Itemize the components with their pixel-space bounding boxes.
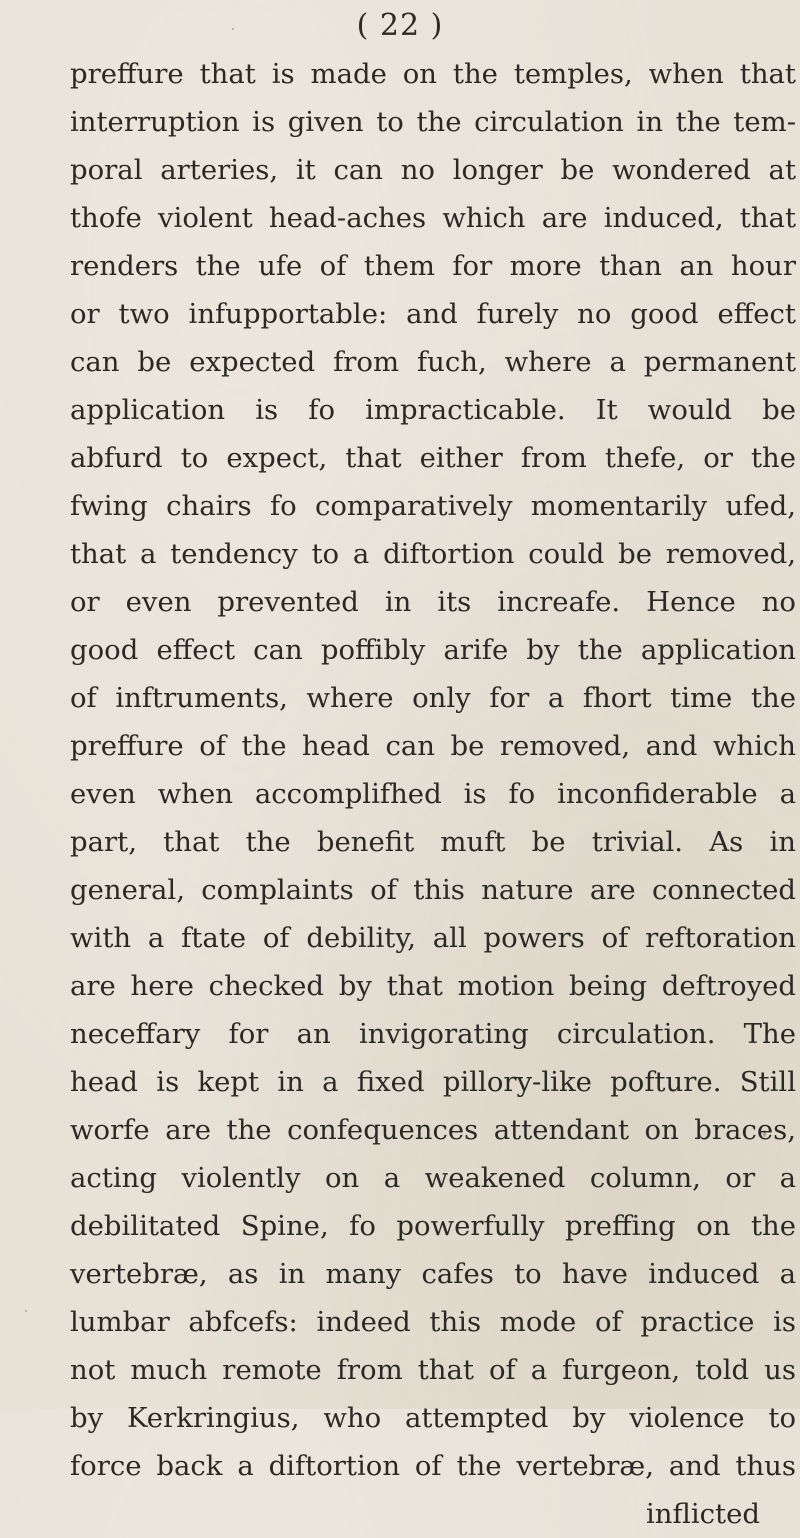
paper-speck (232, 28, 234, 30)
text-line: head is kept in a fixed pillory-like pofture. Still (70, 1066, 796, 1098)
text-line: fwing chairs fo comparatively momentarily ufed, (70, 490, 796, 522)
text-line: lumbar abfcefs: indeed this mode of practice is (70, 1306, 796, 1338)
text-line: acting violently on a weakened column, or a (70, 1162, 796, 1194)
text-line: not much remote from that of a furgeon, told us (70, 1354, 796, 1386)
text-line: are here checked by that motion being deftroyed (70, 970, 796, 1002)
text-line: force back a diftortion of the vertebræ, and thus (70, 1450, 796, 1482)
text-line: part, that the benefit muft be trivial. As in (70, 826, 796, 858)
catchword: inflicted (646, 1498, 760, 1530)
text-line: debilitated Spine, fo powerfully preffing on the (70, 1210, 796, 1242)
text-line: with a ftate of debility, all powers of reftoration (70, 922, 796, 954)
text-line: that a tendency to a diftortion could be removed, (70, 538, 796, 570)
text-line: worfe are the confequences attendant on braces, (70, 1114, 796, 1146)
text-line: good effect can poffibly arife by the application (70, 634, 796, 666)
text-line: interruption is given to the circulation in the tem- (70, 106, 796, 138)
text-line: or even prevented in its increafe. Hence no (70, 586, 796, 618)
text-line: even when accomplifhed is fo inconfiderable a (70, 778, 796, 810)
text-line: by Kerkringius, who attempted by violence to (70, 1402, 796, 1434)
paper-speck (25, 1310, 27, 1312)
text-line: renders the ufe of them for more than an hour (70, 250, 796, 282)
text-line: poral arteries, it can no longer be wondered at (70, 154, 796, 186)
text-line: or two infupportable: and furely no good effect (70, 298, 796, 330)
text-line: general, complaints of this nature are connected (70, 874, 796, 906)
text-line: preffure of the head can be removed, and which (70, 730, 796, 762)
text-line: thofe violent head-aches which are induced, that (70, 202, 796, 234)
text-line: abfurd to expect, that either from thefe, or the (70, 442, 796, 474)
page-number: ( 22 ) (356, 8, 444, 43)
text-line: application is fo impracticable. It would be (70, 394, 796, 426)
text-line: preffure that is made on the temples, when that (70, 58, 796, 90)
text-line: of inftruments, where only for a fhort time the (70, 682, 796, 714)
paper-speck (763, 1130, 766, 1137)
body-text (70, 50, 796, 1538)
text-line: vertebræ, as in many cafes to have induced a (70, 1258, 796, 1290)
paper-speck (642, 1378, 644, 1380)
text-line: can be expected from fuch, where a permanent (70, 346, 796, 378)
text-line: neceffary for an invigorating circulation. The (70, 1018, 796, 1050)
